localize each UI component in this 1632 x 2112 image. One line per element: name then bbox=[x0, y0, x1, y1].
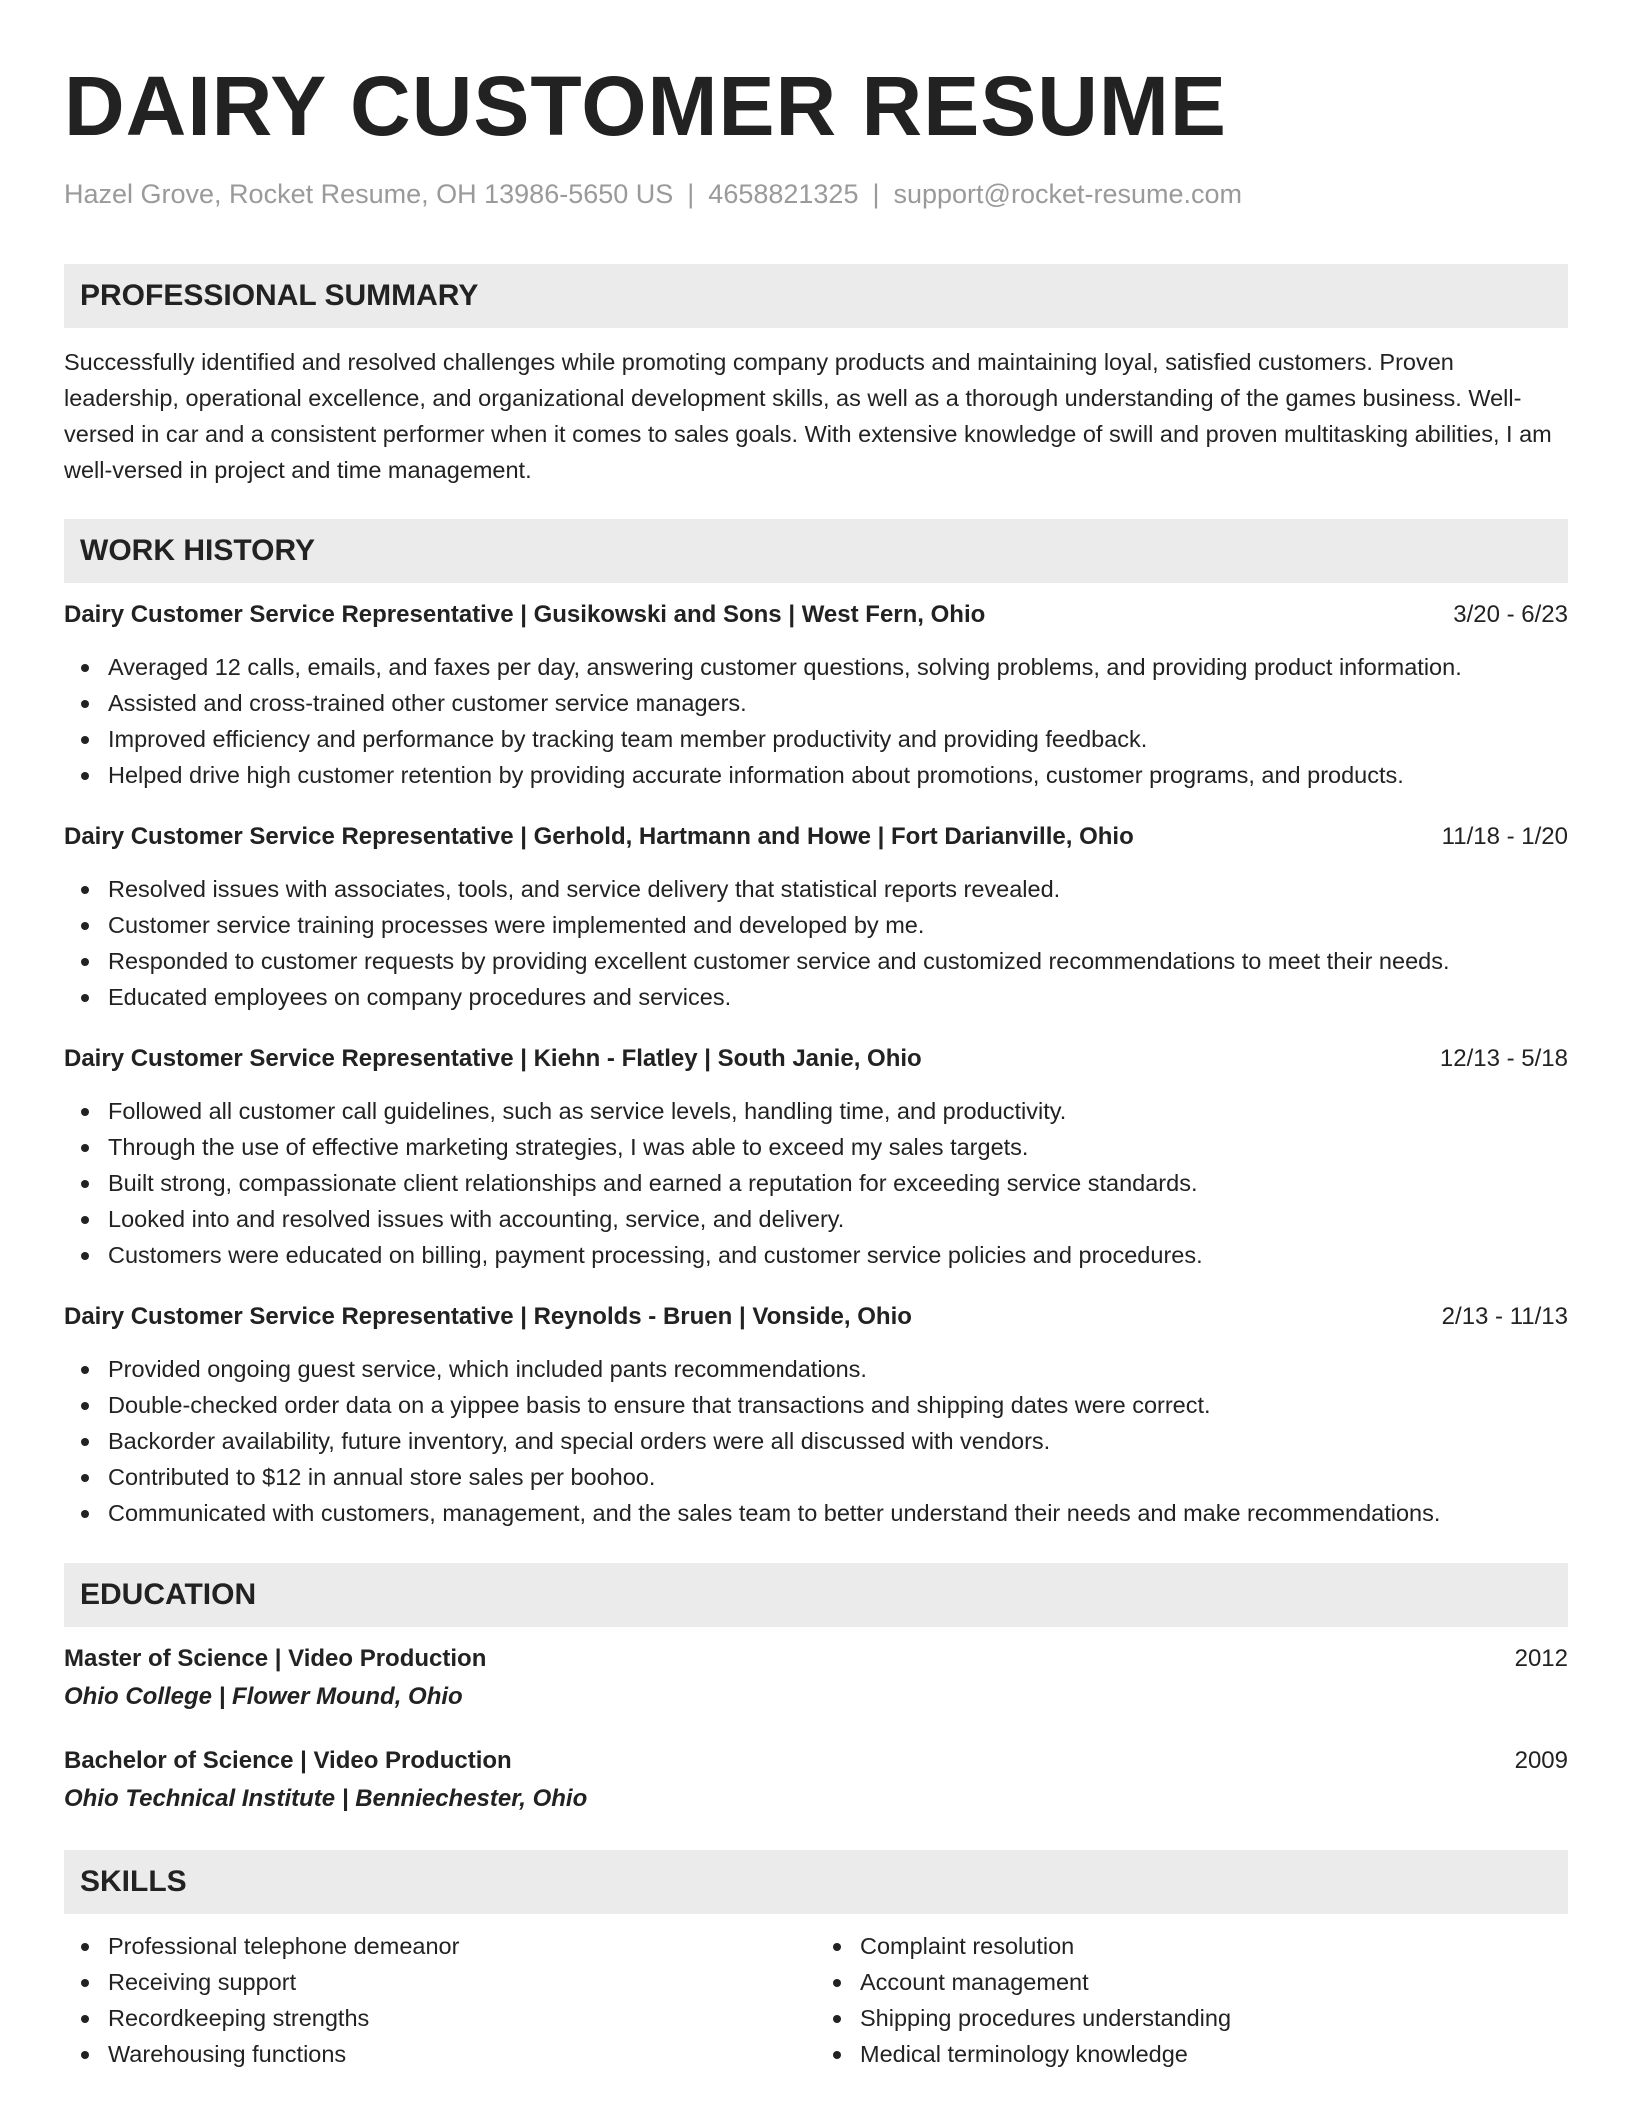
job-bullets bbox=[64, 1351, 1568, 1531]
skill-item: Warehousing functions bbox=[108, 2036, 816, 2072]
section-header-education: EDUCATION bbox=[64, 1563, 1568, 1627]
contact-phone: 4658821325 bbox=[708, 179, 859, 209]
job-entry bbox=[64, 1299, 1568, 1531]
job-dates: 12/13 - 5/18 bbox=[1439, 1045, 1568, 1072]
summary-text: Successfully identified and resolved challenges while promoting company products and maintaining loyal, satisfied customers. Proven leadership, operational excellence, and organizational development skills, as well as a thorough understanding of the games business. Well-versed in car and a consistent performer when it comes to sales goals. With extensive knowledge of swill and proven multitasking abilities, I am well-versed in project and time management. bbox=[64, 349, 1552, 483]
job-title: Dairy Customer Service Representative | Kiehn - Flatley | South Janie, Ohio bbox=[64, 1045, 922, 1072]
job-bullet: Averaged 12 calls, emails, and faxes per day, answering customer questions, solving problems, and providing product information. bbox=[108, 649, 1568, 685]
job-dates: 2/13 - 11/13 bbox=[1441, 1303, 1568, 1330]
job-bullet: Resolved issues with associates, tools, and service delivery that statistical reports revealed. bbox=[108, 871, 1568, 907]
education-degree: Bachelor of Science | Video Production bbox=[64, 1747, 512, 1774]
section-header-work-history: WORK HISTORY bbox=[64, 519, 1568, 583]
skills-list bbox=[64, 1928, 1568, 2072]
skill-item: Account management bbox=[860, 1964, 1568, 2000]
job-bullets bbox=[64, 871, 1568, 1015]
job-bullet: Built strong, compassionate client relationships and earned a reputation for exceeding service standards. bbox=[108, 1165, 1568, 1201]
education-year: 2012 bbox=[1514, 1645, 1568, 1672]
job-bullet: Improved efficiency and performance by tracking team member productivity and providing feedback. bbox=[108, 721, 1568, 757]
skill-item: Medical terminology knowledge bbox=[860, 2036, 1568, 2072]
job-dates: 11/18 - 1/20 bbox=[1441, 823, 1568, 850]
job-bullet: Double-checked order data on a yippee basis to ensure that transactions and shipping dates were correct. bbox=[108, 1387, 1568, 1423]
job-bullet: Customers were educated on billing, payment processing, and customer service policies and procedures. bbox=[108, 1237, 1568, 1273]
skill-item: Shipping procedures understanding bbox=[860, 2000, 1568, 2036]
job-bullet: Educated employees on company procedures and services. bbox=[108, 979, 1568, 1015]
contact-separator: | bbox=[872, 179, 880, 209]
job-bullet: Through the use of effective marketing strategies, I was able to exceed my sales targets. bbox=[108, 1129, 1568, 1165]
contact-email: support@rocket-resume.com bbox=[893, 179, 1243, 209]
job-bullet: Responded to customer requests by providing excellent customer service and customized recommendations to meet their needs. bbox=[108, 943, 1568, 979]
job-bullet: Provided ongoing guest service, which included pants recommendations. bbox=[108, 1351, 1568, 1387]
job-bullet: Customer service training processes were implemented and developed by me. bbox=[108, 907, 1568, 943]
resume-page bbox=[64, 0, 1568, 2072]
job-entry bbox=[64, 1041, 1568, 1273]
skill-item: Complaint resolution bbox=[860, 1928, 1568, 1964]
education-entry bbox=[64, 1641, 1568, 1717]
contact-separator: | bbox=[687, 179, 695, 209]
job-bullet: Backorder availability, future inventory, and special orders were all discussed with vendors. bbox=[108, 1423, 1568, 1459]
skill-item: Recordkeeping strengths bbox=[108, 2000, 816, 2036]
resume-name: DAIRY CUSTOMER RESUME bbox=[64, 59, 1227, 153]
job-bullet: Looked into and resolved issues with accounting, service, and delivery. bbox=[108, 1201, 1568, 1237]
contact-address: Hazel Grove, Rocket Resume, OH 13986-5650 US bbox=[64, 179, 674, 209]
education-school: Ohio Technical Institute | Benniechester, Ohio bbox=[64, 1785, 588, 1812]
job-bullet: Helped drive high customer retention by providing accurate information about promotions, customer programs, and products. bbox=[108, 757, 1568, 793]
job-dates: 3/20 - 6/23 bbox=[1453, 601, 1568, 628]
skill-item: Receiving support bbox=[108, 1964, 816, 2000]
job-title: Dairy Customer Service Representative | Reynolds - Bruen | Vonside, Ohio bbox=[64, 1303, 912, 1330]
skills-column-left bbox=[64, 1928, 816, 2072]
section-header-summary: PROFESSIONAL SUMMARY bbox=[64, 264, 1568, 328]
job-bullet: Contributed to $12 in annual store sales per boohoo. bbox=[108, 1459, 1568, 1495]
education-entry bbox=[64, 1743, 1568, 1819]
skills-column-right bbox=[816, 1928, 1568, 2072]
job-bullets bbox=[64, 1093, 1568, 1273]
job-bullets bbox=[64, 649, 1568, 793]
job-bullet: Followed all customer call guidelines, such as service levels, handling time, and productivity. bbox=[108, 1093, 1568, 1129]
contact-line bbox=[64, 176, 1568, 212]
job-title: Dairy Customer Service Representative | Gusikowski and Sons | West Fern, Ohio bbox=[64, 601, 986, 628]
section-header-skills: SKILLS bbox=[64, 1850, 1568, 1914]
job-title: Dairy Customer Service Representative | Gerhold, Hartmann and Howe | Fort Darianville, Ohio bbox=[64, 823, 1134, 850]
job-bullet: Communicated with customers, management, and the sales team to better understand their needs and make recommendations. bbox=[108, 1495, 1568, 1531]
education-degree: Master of Science | Video Production bbox=[64, 1645, 487, 1672]
job-entry bbox=[64, 819, 1568, 1015]
education-year: 2009 bbox=[1514, 1747, 1568, 1774]
education-school: Ohio College | Flower Mound, Ohio bbox=[64, 1683, 463, 1710]
skill-item: Professional telephone demeanor bbox=[108, 1928, 816, 1964]
job-bullet: Assisted and cross-trained other customer service managers. bbox=[108, 685, 1568, 721]
job-entry bbox=[64, 597, 1568, 793]
